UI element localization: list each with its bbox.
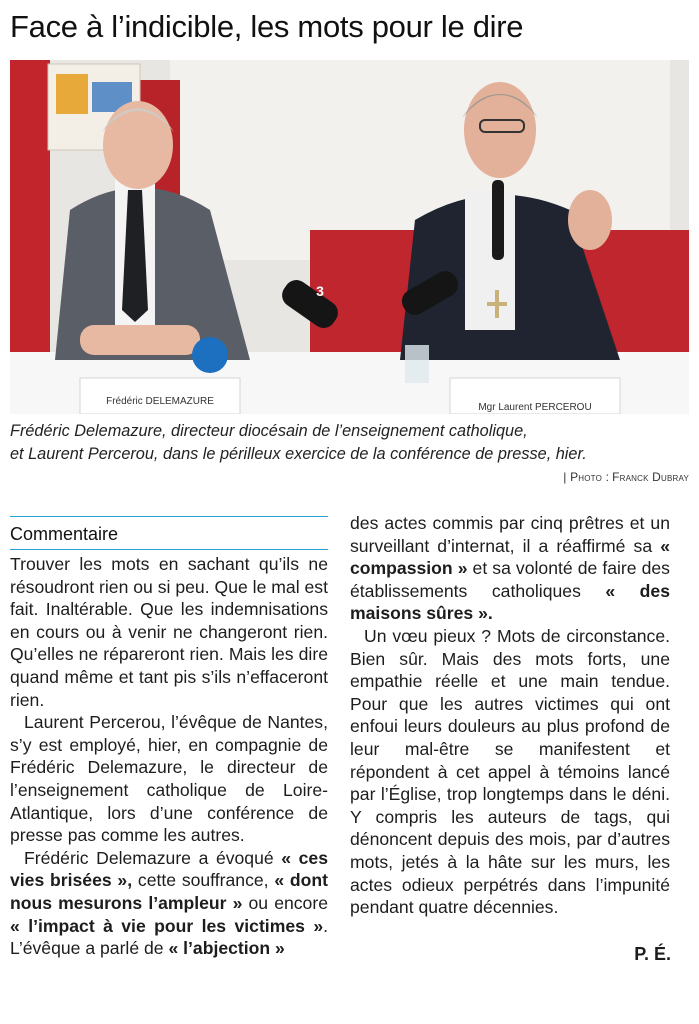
- paragraph-3-start: [10, 847, 328, 960]
- p3-text-c: ou encore: [242, 892, 328, 913]
- author-signature: P. É.: [634, 944, 671, 964]
- p3-quote-3: « l’impact à vie pour les victimes »: [10, 915, 324, 936]
- p3-text-d: . L’évêque a parlé de: [10, 915, 328, 959]
- photo-credit: [563, 470, 689, 484]
- p3-quote-2: « dont nous mesurons l’ampleur »: [10, 870, 328, 913]
- p3-quote-5: « compassion »: [350, 535, 670, 579]
- p3-text-f: et sa volonté de faire des établissements catholiques: [350, 558, 670, 601]
- credit-prefix: | Photo :: [563, 470, 610, 484]
- article-photo: [10, 60, 689, 414]
- press-conference-illustration: [10, 60, 689, 414]
- column-1: [10, 553, 328, 960]
- headline: Face à l’indicible, les mots pour le dire: [10, 9, 524, 44]
- paragraph-3-end: [350, 512, 670, 625]
- photo-caption: [10, 420, 690, 466]
- paragraph-1: Trouver les mots en sachant qu’ils ne résoudront rien ou si peu. Que le mal est fait. Inaltérable. Que les indemnisations en cours ou à venir ne changeront rien. Qu’elles ne répareront rien. Mais les dire quand même et tant pis s’ils n’effaceront rien.: [10, 554, 328, 710]
- caption-line-1: Frédéric Delemazure, directeur diocésain de l’enseignement catholique,: [10, 422, 528, 440]
- column-2: [350, 512, 670, 919]
- p3-text-a: Frédéric Delemazure a évoqué: [24, 847, 282, 868]
- credit-author: Franck Dubray: [612, 470, 689, 484]
- p3-text-b: cette souffrance,: [132, 870, 275, 891]
- mic-label: 3: [316, 283, 324, 299]
- paragraph-4: Un vœu pieux ? Mots de circonstance. Bien sûr. Mais des mots forts, une empathie réelle et une main tendue. Pour que les autres victimes qui ont enfoui leurs douleurs au plus profond de leur mal-être se manifestent et répondent à cet appel à témoins lancé par l’Église, trop longtemps dans le déni. Y compris les auteurs de tags, qui dénoncent depuis des mois, par d’autres mots, jetés à la hâte sur les murs, les actes odieux perpétrés dans l’impunité pendant quatre décennies.: [350, 625, 670, 918]
- rubric-rule-top: [10, 516, 328, 517]
- rubric-rule-bottom: [10, 549, 328, 550]
- p3-quote-1: « ces vies brisées »,: [10, 847, 328, 891]
- nameplate-left: Frédéric DELEMAZURE: [106, 396, 214, 407]
- p3-quote-4: « l’abjection »: [168, 938, 285, 959]
- caption-line-2: et Laurent Percerou, dans le périlleux exercice de la conférence de presse, hier.: [10, 445, 587, 463]
- rubric-label: Commentaire: [10, 524, 119, 544]
- p3-text-e: des actes commis par cinq prêtres et un surveillant d’internat, il a réaffirmé sa: [350, 513, 670, 556]
- nameplate-right: Mgr Laurent PERCEROU: [478, 402, 592, 413]
- p3-quote-6: « des maisons sûres ».: [350, 580, 670, 624]
- paragraph-2: Laurent Percerou, l’évêque de Nantes, s’y est employé, hier, en compagnie de Frédéric Delemazure, le directeur de l’enseignement catholique de Loire-Atlantique, lors d’une conférence de presse pas comme les autres.: [10, 712, 328, 846]
